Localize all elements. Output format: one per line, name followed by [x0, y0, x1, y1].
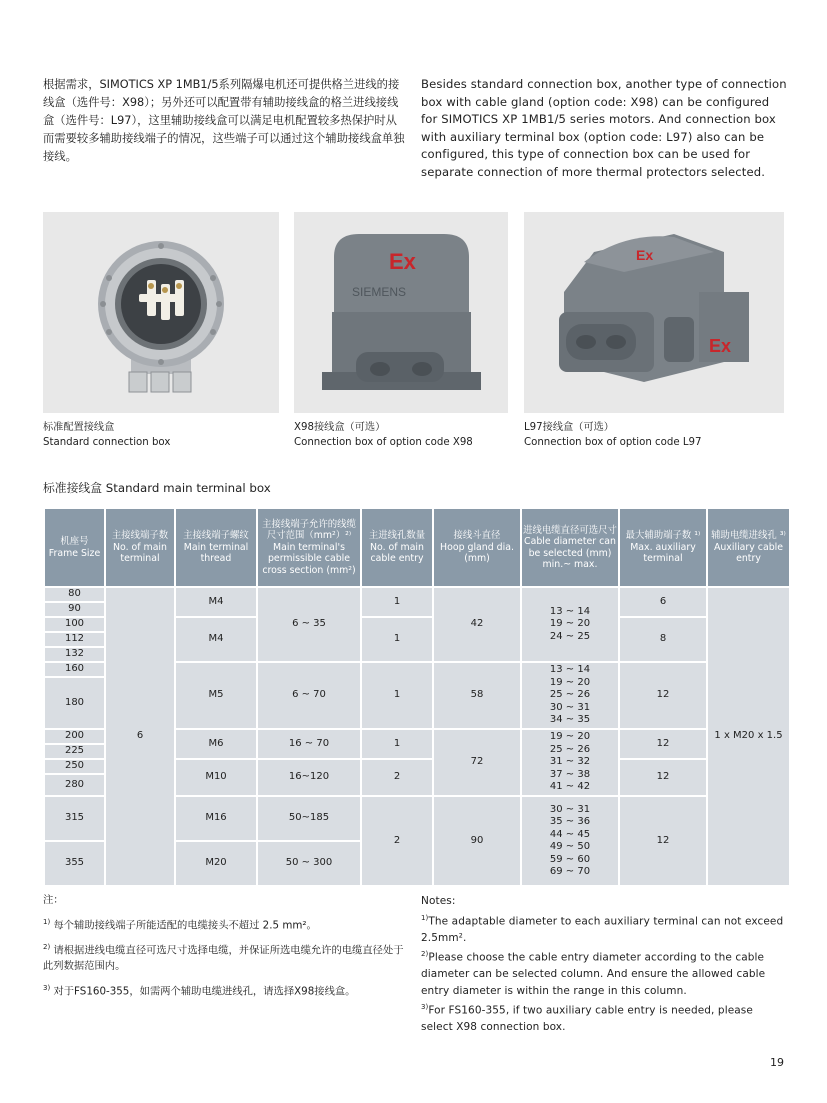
header-frame-size: 机座号 Frame Size [45, 509, 104, 586]
header-aux-cable-entry: 辅助电缆进线孔 ³⁾ Auxiliary cable entry [708, 509, 789, 586]
cross-cell: 6 ~ 35 [258, 588, 360, 661]
hoop-cell: 90 [434, 797, 520, 885]
thread-cell: M10 [176, 760, 256, 795]
cross-cell: 50~185 [258, 797, 360, 840]
thread-cell: M4 [176, 618, 256, 661]
note-item: $^{3)}$ 对于FS160-355，如需两个辅助电缆进线孔，请选择X98接线盒。 [43, 983, 356, 998]
header-cable-cross-section: 主接线端子允许的线缆尺寸范围（mm²）²⁾ Main terminal's permissible cable cross section (mm²) [258, 509, 360, 586]
entry-cell: 1 [362, 730, 432, 758]
hoop-cell: 42 [434, 588, 520, 661]
hoop-cell: 72 [434, 730, 520, 795]
table-header-row [45, 509, 789, 586]
ex-mark: Ex [636, 247, 654, 263]
section-title: 标准接线盒 Standard main terminal box [43, 481, 271, 495]
header-cable-diameter: 进线电缆直径可选尺寸 Cable diameter can be selected (mm) min.~ max. [522, 509, 618, 586]
thread-cell: M5 [176, 663, 256, 728]
note-item: $^{3)}$For FS160-355, if two auxiliary cable entry is needed, please select X98 connection box. [421, 1003, 753, 1033]
diameter-cell: 30 ~ 31 35 ~ 36 44 ~ 45 49 ~ 50 59 ~ 60 69 ~ 70 [522, 797, 618, 885]
diameter-cell: 13 ~ 14 19 ~ 20 24 ~ 25 [522, 588, 618, 661]
aux-terminal-cell: 12 [620, 797, 706, 885]
header-num-main-terminal: 主接线端子数 No. of main terminal [106, 509, 174, 586]
notes-title: Notes: [421, 895, 456, 907]
header-main-terminal-thread: 主接线端子螺纹 Main terminal thread [176, 509, 256, 586]
frame-cell: 90 [45, 603, 104, 616]
caption-en: Connection box of option code L97 [524, 437, 702, 448]
cross-cell: 16~120 [258, 760, 360, 795]
notes-zh [43, 893, 408, 999]
page-number: 19 [770, 1056, 784, 1069]
ex-mark: Ex [709, 336, 732, 356]
aux-terminal-cell: 6 [620, 588, 706, 616]
frame-cell: 180 [45, 678, 104, 728]
terminal-box-table [43, 507, 791, 887]
entry-cell: 2 [362, 797, 432, 885]
hoop-cell: 58 [434, 663, 520, 728]
frame-cell: 280 [45, 775, 104, 795]
note-item: $^{1)}$ 每个辅助接线端子所能适配的电缆接头不超过 2.5 mm²。 [43, 918, 317, 932]
header-max-aux-terminal: 最大辅助端子数 ¹⁾ Max. auxiliary terminal [620, 509, 706, 586]
thread-cell: M6 [176, 730, 256, 758]
notes-title: 注： [43, 894, 64, 906]
note-item: $^{2)}$Please choose the cable entry diameter according to the cable diameter can be selected column. And ensure the allowed cable entry diameter is within the range in this column. [421, 950, 766, 997]
table-row [45, 588, 789, 601]
header-hoop-gland-dia: 接线斗直径 Hoop gland dia. (mm) [434, 509, 520, 586]
entry-cell: 1 [362, 618, 432, 661]
frame-cell: 225 [45, 745, 104, 758]
caption-standard-box [43, 420, 170, 450]
notes-en [421, 893, 787, 1036]
cross-cell: 16 ~ 70 [258, 730, 360, 758]
frame-cell: 250 [45, 760, 104, 773]
aux-terminal-cell: 12 [620, 663, 706, 728]
frame-cell: 100 [45, 618, 104, 631]
diameter-cell: 13 ~ 14 19 ~ 20 25 ~ 26 30 ~ 31 34 ~ 35 [522, 663, 618, 728]
entry-cell: 2 [362, 760, 432, 795]
thread-cell: M20 [176, 842, 256, 885]
thread-cell: M4 [176, 588, 256, 616]
caption-x98-box [294, 420, 473, 450]
standard-box-photo [43, 212, 279, 413]
siemens-mark: SIEMENS [352, 285, 407, 299]
aux-terminal-cell: 12 [620, 760, 706, 795]
l97-box-photo [524, 212, 784, 413]
cross-cell: 6 ~ 70 [258, 663, 360, 728]
caption-zh: 标准配置接线盒 [43, 422, 115, 433]
note-item: $^{1)}$The adaptable diameter to each auxiliary terminal can not exceed 2.5mm². [421, 913, 784, 944]
caption-l97-box [524, 420, 702, 450]
caption-zh: X98接线盒（可选） [294, 422, 386, 433]
caption-en: Connection box of option code X98 [294, 437, 473, 448]
diameter-cell: 19 ~ 20 25 ~ 26 31 ~ 32 37 ~ 38 41 ~ 42 [522, 730, 618, 795]
frame-cell: 355 [45, 842, 104, 885]
frame-cell: 200 [45, 730, 104, 743]
caption-zh: L97接线盒（可选） [524, 422, 614, 433]
note-item: $^{2)}$ 请根据进线电缆直径可选尺寸选择电缆，并保证所选电缆允许的电缆直径处于此列数据范围内。 [43, 943, 404, 972]
aux-entry-cell: 1 x M20 x 1.5 [708, 588, 789, 885]
frame-cell: 315 [45, 797, 104, 840]
caption-en: Standard connection box [43, 437, 171, 448]
entry-cell: 1 [362, 588, 432, 616]
frame-cell: 112 [45, 633, 104, 646]
frame-cell: 132 [45, 648, 104, 661]
aux-terminal-cell: 12 [620, 730, 706, 758]
thread-cell: M16 [176, 797, 256, 840]
x98-box-photo [294, 212, 508, 413]
aux-terminal-cell: 8 [620, 618, 706, 661]
intro-text-zh: 根据需求，SIMOTICS XP 1MB1/5系列隔爆电机还可提供格兰进线的接线盒（选件号：X98）；另外还可以配置带有辅助接线盒的格兰进线接线盒（选件号：L97），这里辅助接线盒可以满足电机配置较多热保护时从而需要较多辅助接线端子的情况，这些端子可以通过这个辅助接线盒单独接线。 [43, 78, 405, 163]
header-num-cable-entry: 主进线孔数量 No. of main cable entry [362, 509, 432, 586]
intro-text-en: Besides standard connection box, another type of connection box with cable gland (option code: X98) can be configured for SIMOTICS XP 1MB1/5 series motors. And connection box with auxiliary terminal box (option code: L97) also can be configured, this type of connection box can be used for separate connection of more thermal protectors selected. [421, 77, 787, 179]
ex-mark: Ex [389, 249, 416, 274]
num-terminal-cell: 6 [106, 588, 174, 885]
frame-cell: 80 [45, 588, 104, 601]
cross-cell: 50 ~ 300 [258, 842, 360, 885]
entry-cell: 1 [362, 663, 432, 728]
frame-cell: 160 [45, 663, 104, 676]
